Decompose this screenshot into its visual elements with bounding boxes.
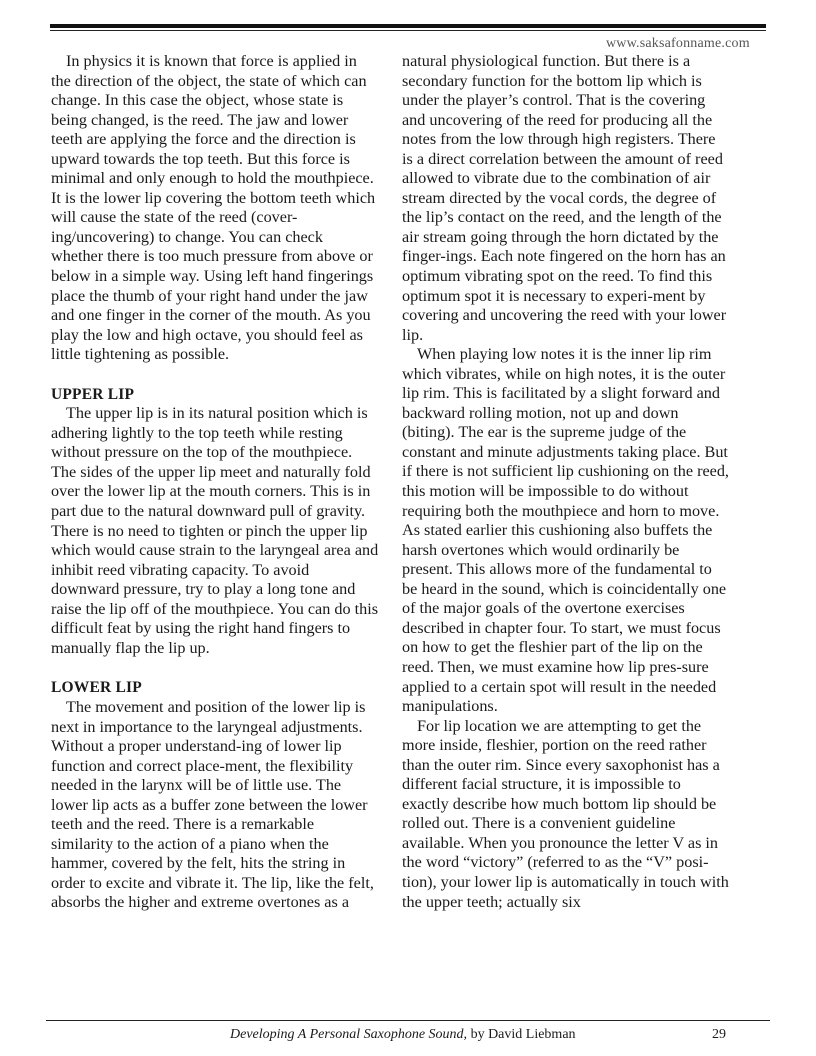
upper-lip-paragraph: The upper lip is in its natural position which is adhering lightly to the top teeth while resting without pressure on the top of the mouthpiece. The sides of the upper lip meet and naturally fold over the lower lip at the mouth corners. This is in part due to the natural downward pull of gravity. There is no need to tighten or pinch the upper lip which would cause strain to the laryngeal area and inhibit reed vibrating capacity. To avoid downward pressure, try to play a long tone and raise the lip off of the mouthpiece. You can do this difficult feat by using the right hand fingers to manually flap the lip up. [51,404,379,657]
watermark: www.saksafonname.com [606,36,750,51]
bottom-rule [46,1020,770,1021]
section-gap [51,658,379,678]
lower-lip-paragraph: The movement and position of the lower lip is next in importance to the laryngeal adjustments. Without a proper understand-ing of lower lip function and correct place-ment, the flexibility needed in the larynx will be of little use. The lower lip acts as a buffer zone between the lower teeth and the reed. There is a remarkable similarity to the action of a piano when the hammer, covered by the felt, hits the string in order to excite and vibrate it. The lip, like the felt, absorbs the higher and extreme overtones as a [51,697,374,912]
page-number: 29 [712,1027,726,1042]
footer-credit [230,1027,576,1043]
intro-paragraph: In physics it is known that force is applied in the direction of the object, the state of which can change. In this case the object, whose state is being changed, is the reed. The jaw and lower teeth are applying the force and the direction is upward towards the top teeth. But this force is minimal and only enough to hold the mouthpiece. It is the lower lip covering the bottom teeth which will cause the state of the reed (cover-ing/uncovering) to change. You can check whether there is too much pressure from above or below in a simple way. Using left hand fingerings place the thumb of your right hand under the jaw and one finger in the corner of the mouth. As you play the low and high octave, you should feel as little tightening as possible. [51,52,376,364]
lower-lip-heading: LOWER LIP [51,679,142,697]
lip-rim-paragraph: When playing low notes it is the inner lip rim which vibrates, while on high notes, it is the outer lip rim. This is facilitated by a slight forward and backward rolling motion, not up and down (biting). The ear is the supreme judge of the constant and minute adjustments taking place. But if there is not sufficient lip cushioning on the reed, this motion will be impossible to do without requiring both the mouthpiece and horn to move. As stated earlier this cushioning also buffets the harsh overtones which would ordinarily be present. This allows more of the fundamental to be heard in the sound, which is coincidentally one of the major goals of the overtone exercises described in chapter four. To start, we must focus on how to get the fleshier part of the lip on the reed. Then, we must examine how lip pres-sure applied to a certain spot will result in the needed manipulations. [402,345,729,716]
upper-lip-heading: UPPER LIP [51,385,135,403]
section-gap [51,365,379,385]
top-rule-thin [50,30,766,31]
page-footer [0,1027,816,1047]
top-rule [50,24,766,28]
author-credit: by David Liebman [467,1027,576,1042]
right-column [402,52,730,912]
continuation-paragraph: natural physiological function. But there is a secondary function for the bottom lip which is under the player’s control. That is the covering and uncovering of the reed for producing all the notes from the low through high registers. There is a direct correlation between the amount of reed allowed to vibrate due to the combination of air stream directed by the vocal cords, the degree of the lip’s contact on the reed, and the length of the air stream going through the horn dictated by the finger-ings. Each note fingered on the horn has an optimum vibrating spot on the reed. To find this optimum spot it is necessary to experi-ment by covering and uncovering the reed with your lower lip. [402,52,727,344]
book-title: Developing A Personal Saxophone Sound, [230,1027,468,1042]
left-column [51,52,379,913]
lip-location-paragraph: For lip location we are attempting to get the more inside, fleshier, portion on the reed rather than the outer rim. Since every saxophonist has a different facial structure, it is impossible to exactly describe how much bottom lip should be rolled out. There is a convenient guideline available. When you pronounce the letter V as in the word “victory” (referred to as the “V” posi-tion), your lower lip is automatically in touch with the upper teeth; actually six [402,716,729,911]
